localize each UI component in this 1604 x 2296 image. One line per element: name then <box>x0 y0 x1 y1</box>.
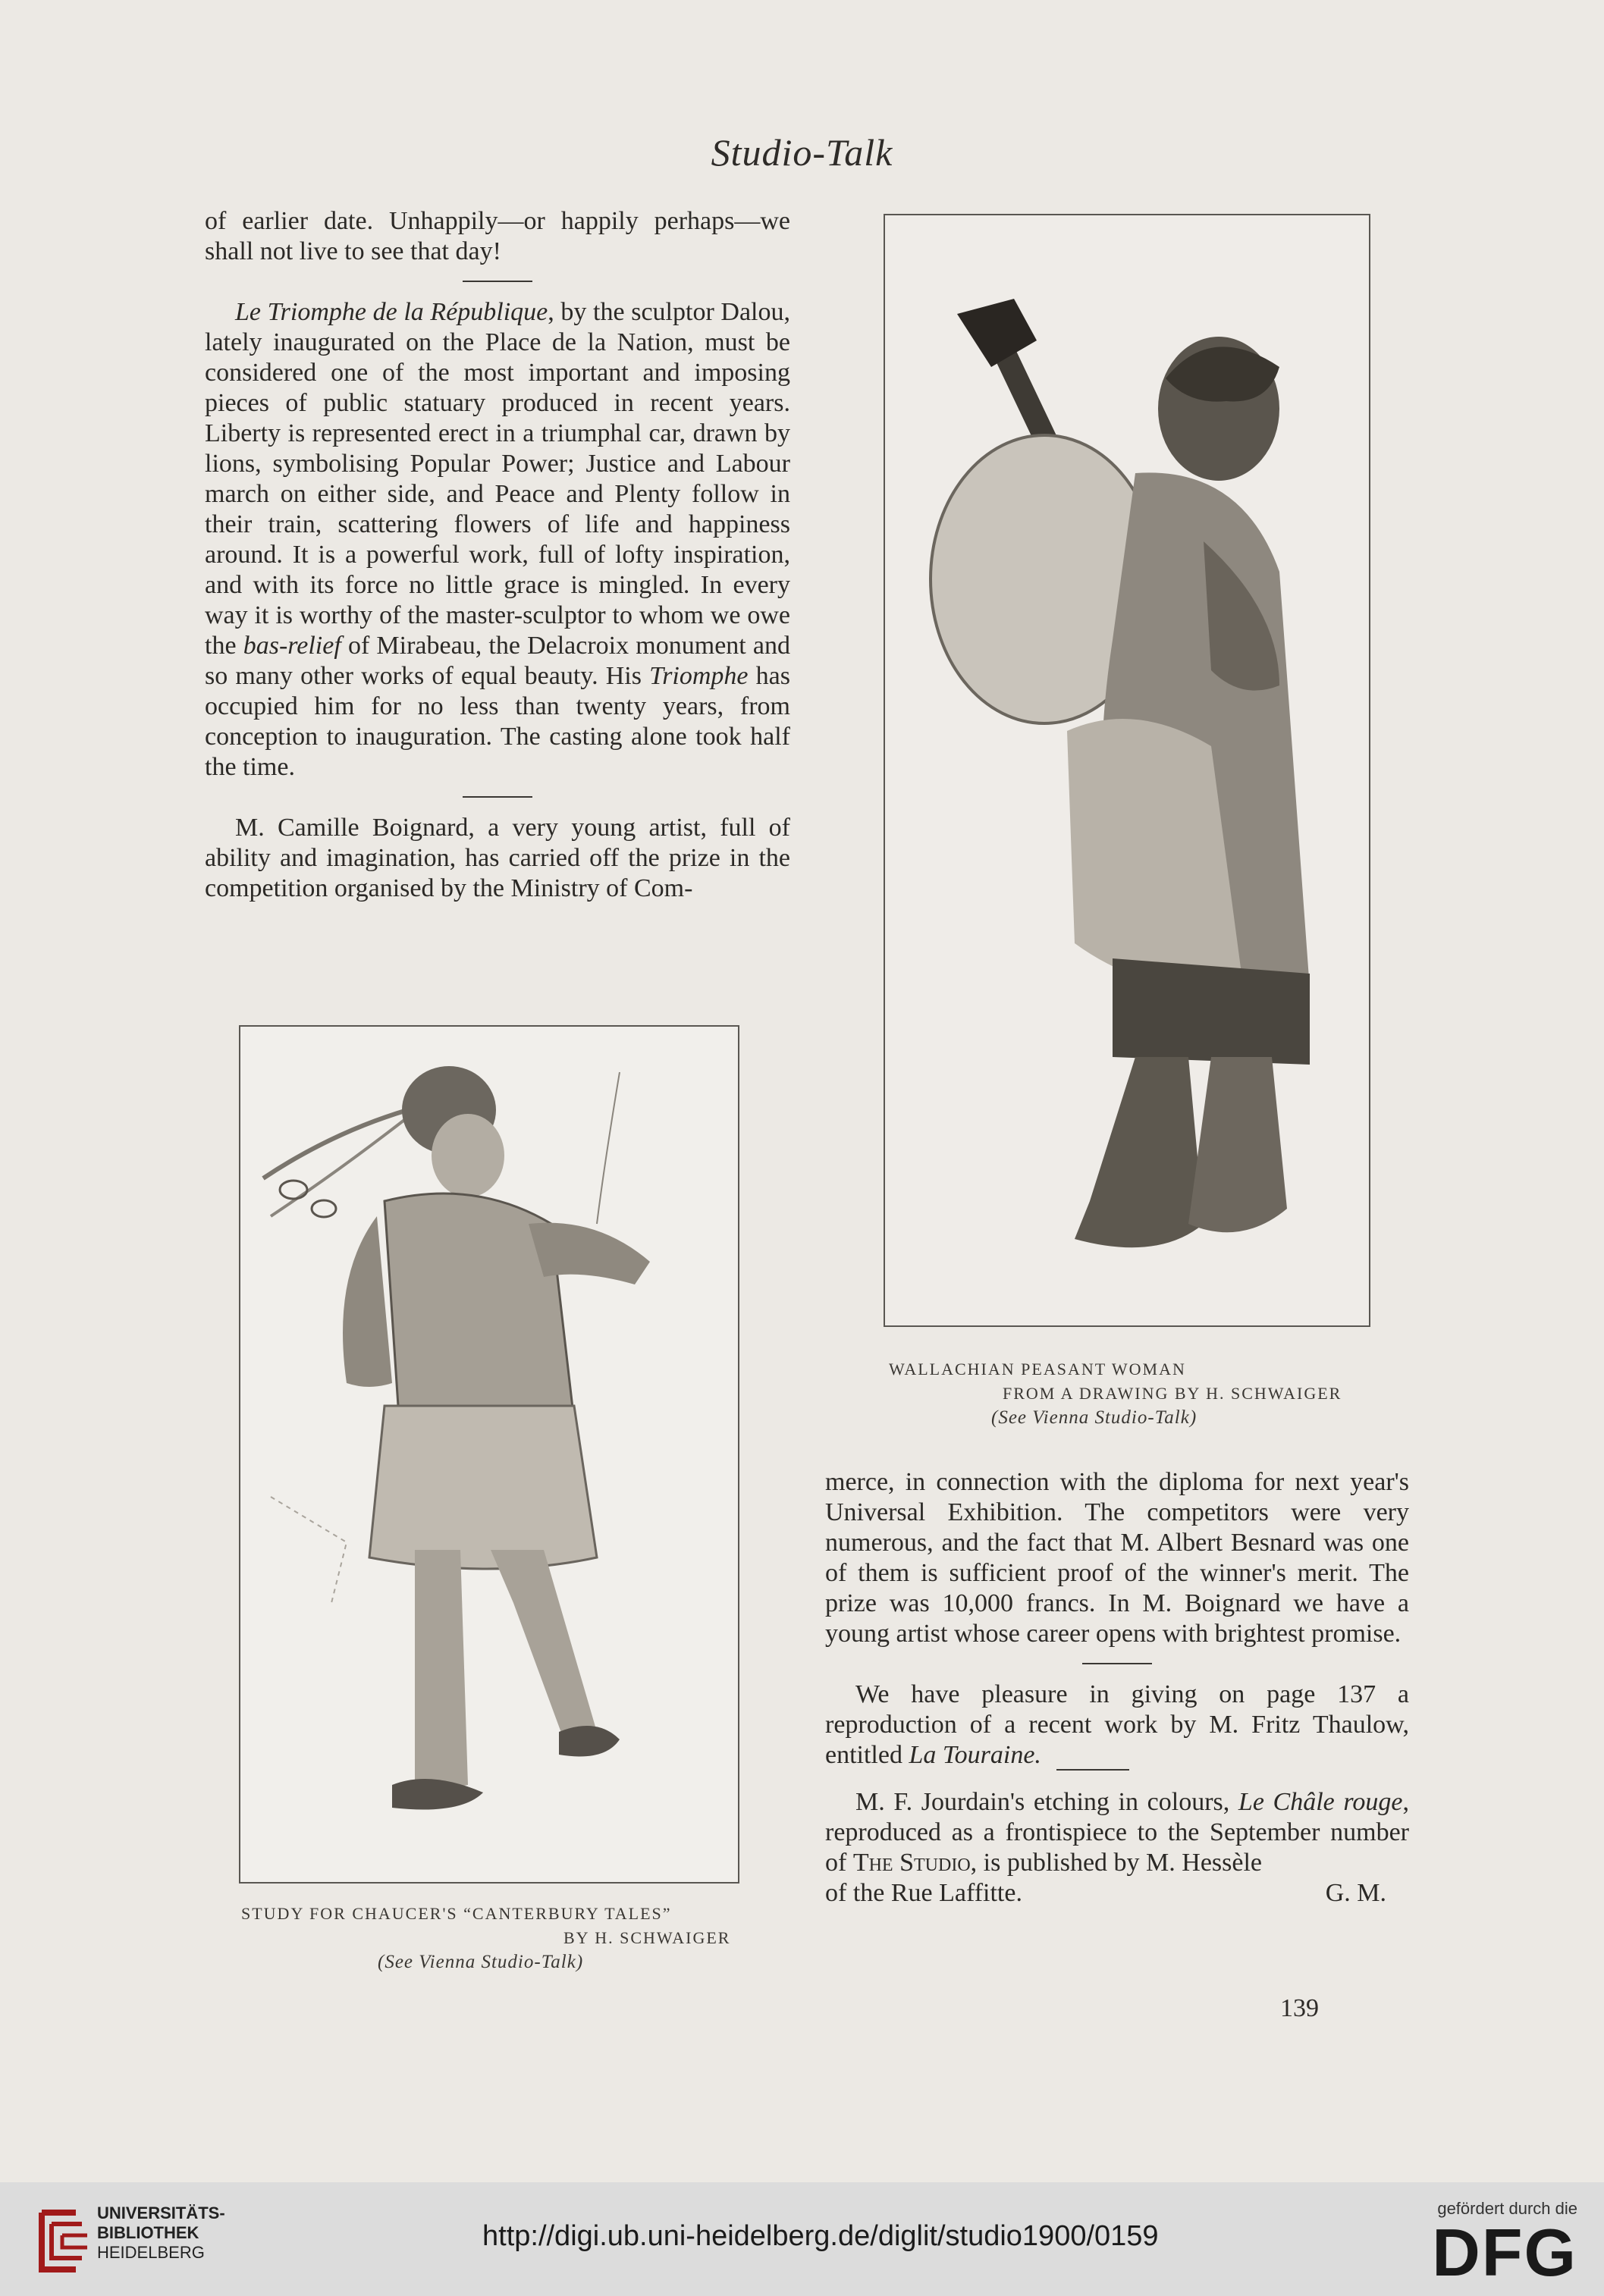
work-title: Le Châle rouge <box>1238 1788 1403 1816</box>
section-rule <box>463 281 532 282</box>
illustration-wallachian-peasant-woman <box>884 214 1370 1327</box>
section-rule <box>1056 1769 1129 1771</box>
library-name: UNIVERSITÄTS- BIBLIOTHEK HEIDELBERG <box>97 2203 225 2262</box>
caption-left <box>241 1902 757 1974</box>
illustration-chaucer-study <box>239 1025 739 1884</box>
magazine-name: The Studio <box>852 1849 971 1877</box>
caption-reference: (See Vienna Studio-Talk) <box>991 1407 1198 1428</box>
paragraph-boignard: M. Camille Boignard, a very young artist, full of ability and imagination, has carried off the prize in the competition organised by the Ministry of Com- <box>205 814 790 902</box>
caption-title: STUDY FOR CHAUCER'S “CANTERBURY TALES” <box>241 1904 672 1923</box>
work-title: Le Triomphe de la République <box>235 298 548 326</box>
caption-title: WALLACHIAN PEASANT WOMAN <box>889 1360 1186 1379</box>
work-title: La Touraine. <box>909 1741 1041 1769</box>
dfg-logo: DFG <box>1432 2215 1577 2290</box>
sponsor-block <box>1388 2199 1577 2290</box>
library-logo-icon <box>30 2197 99 2281</box>
drawing-peasant-woman <box>885 215 1369 1325</box>
digitization-footer <box>0 2182 1604 2296</box>
sponsor-label: gefördert durch die <box>1437 2199 1577 2218</box>
caption-credit: FROM A DRAWING BY H. SCHWAIGER <box>1003 1384 1342 1403</box>
closing-line <box>825 1878 1409 1909</box>
address-line: of the Rue Laffitte. <box>825 1879 1022 1907</box>
paragraph-commerce: merce, in connection with the diploma for next year's Universal Exhibition. The competitors were very numerous, and the fact that M. Albert Besnard was one of them is sufficient proof of the winner's merit. The prize was 10,000 francs. In M. Boignard we have a young artist whose career opens with brightest promise. <box>825 1468 1409 1648</box>
paragraph-intro: of earlier date. Unhappily—or happily perhaps—we shall not live to see that day! <box>205 207 790 265</box>
drawing-chaucer-figure <box>240 1027 738 1882</box>
permalink-url[interactable]: http://digi.ub.uni-heidelberg.de/diglit/studio1900/0159 <box>482 2220 1159 2252</box>
paragraph-jourdain: M. F. Jourdain's etching in colours, Le Châle rouge, reproduced as a frontispiece to the September number of The Studio, is published by M. Hessèle <box>825 1788 1409 1877</box>
right-column <box>825 1467 1409 1909</box>
paragraph-thaulow: We have pleasure in giving on page 137 a reproduction of a recent work by M. Fritz Thaulow, entitled La Touraine. <box>825 1680 1409 1769</box>
caption-credit: BY H. SCHWAIGER <box>563 1928 731 1947</box>
author-signature: G. M. <box>1325 1879 1386 1907</box>
page-number: 139 <box>1280 1994 1319 2022</box>
section-rule <box>1082 1663 1152 1664</box>
left-column <box>205 206 790 904</box>
running-head: Studio-Talk <box>711 131 893 174</box>
section-rule <box>463 796 532 798</box>
caption-right <box>889 1357 1389 1430</box>
paragraph-dalou: Le Triomphe de la République, by the sculptor Dalou, lately inaugurated on the Place de la Nation, must be considered one of the most important and imposing pieces of public statuary produced in recent years. Liberty is represented erect in a triumphal car, drawn by lions, symbolising Popular Power; Justice and Labour march on either side, and Peace and Plenty follow in their train, scattering flowers of life and happiness around. It is a powerful work, full of lofty inspiration, and with its force no little grace is mingled. In every way it is worthy of the master-sculptor to whom we owe the bas-relief of Mirabeau, the Delacroix monument and so many other works of equal beauty. His Triomphe has occupied him for no less than twenty years, from conception to inauguration. The casting alone took half the time. <box>205 298 791 781</box>
caption-reference: (See Vienna Studio-Talk) <box>378 1952 584 1972</box>
